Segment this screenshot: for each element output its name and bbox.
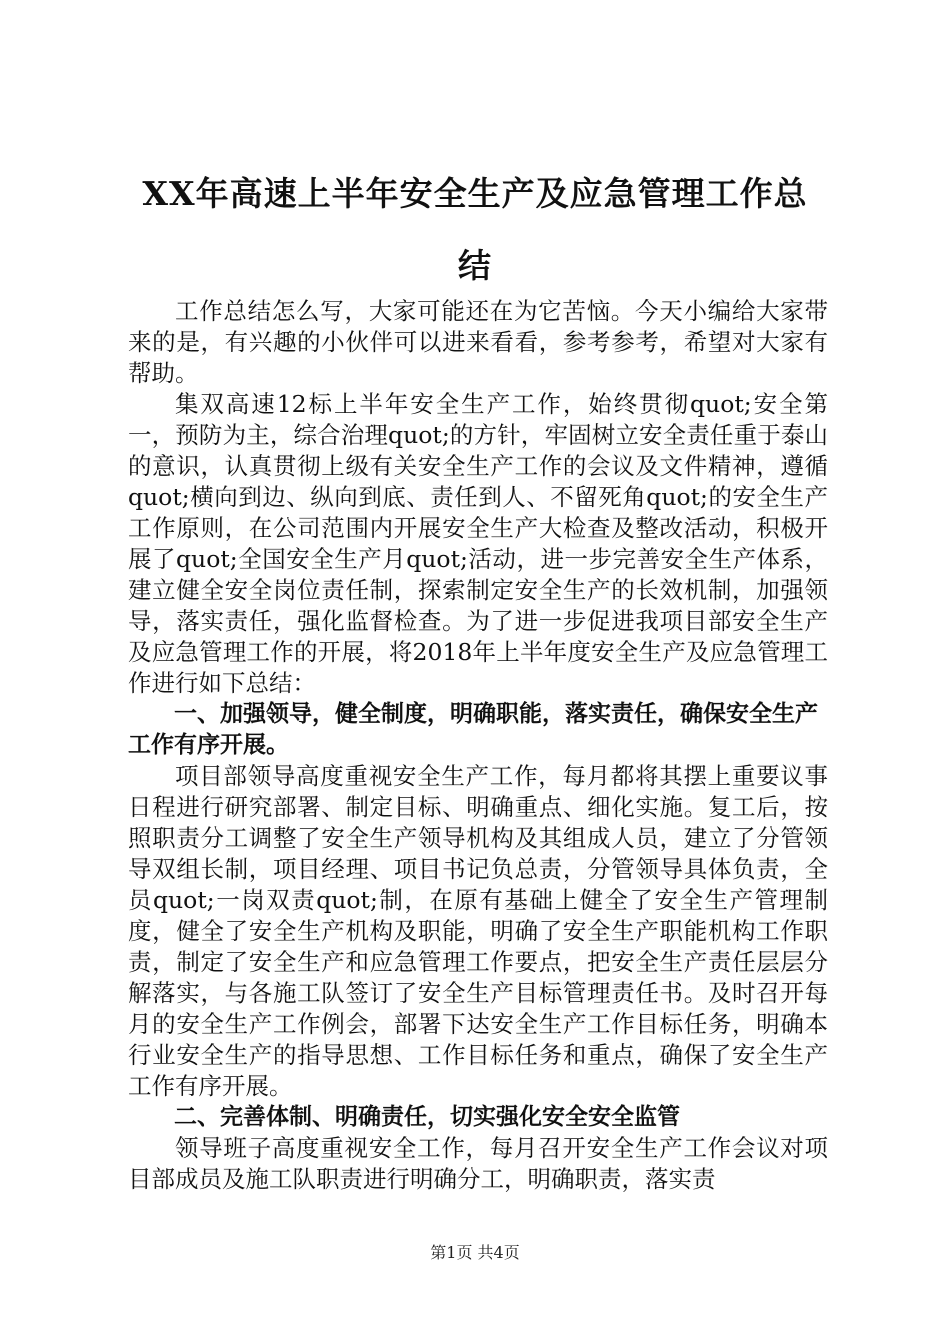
document-title [128, 158, 822, 302]
section-1-paragraph: 项目部领导高度重视安全生产工作，每月都将其摆上重要议事日程进行研究部署、制定目标、明确重点、细化实施。复工后，按照职责分工调整了安全生产领导机构及其组成人员，建立了分管领导双组长制，项目经理、项目书记负总责，分管领导具体负责，全员quot;一岗双责quot;制，在原有基础上健全了安全生产管理制度，健全了安全生产机构及职能，明确了安全生产职能机构工作职责，制定了安全生产和应急管理工作要点，把安全生产责任层层分解落实，与各施工队签订了安全生产目标管理责任书。及时召开每月的安全生产工作例会，部署下达安全生产工作目标任务，明确本行业安全生产的指导思想、工作目标任务和重点，确保了安全生产工作有序开展。 [128, 762, 828, 1100]
section-heading-2: 二、完善体制、明确责任，切实强化安全安全监管 [174, 1104, 680, 1130]
section-heading-1: 一、加强领导，健全制度，明确职能，落实责任，确保安全生产工作有序开展。 [128, 701, 818, 758]
document-body [128, 296, 828, 1195]
section-2-paragraph: 领导班子高度重视安全工作，每月召开安全生产工作会议对项目部成员及施工队职责进行明确分工，明确职责，落实责 [128, 1134, 828, 1193]
document-title-line2: 结 [458, 246, 492, 285]
page-footer: 第1页 共4页 [430, 1243, 520, 1262]
intro-paragraph: 工作总结怎么写，大家可能还在为它苦恼。今天小编给大家带来的是，有兴趣的小伙伴可以进来看看，参考参考，希望对大家有帮助。 [128, 297, 828, 387]
document-title-line1: XX年高速上半年安全生产及应急管理工作总 [142, 174, 808, 213]
summary-paragraph: 集双高速12标上半年安全生产工作，始终贯彻quot;安全第一，预防为主，综合治理quot;的方针，牢固树立安全责任重于泰山的意识，认真贯彻上级有关安全生产工作的会议及文件精神，遵循quot;横向到边、纵向到底、责任到人、不留死角quot;的安全生产工作原则，在公司范围内开展安全生产大检查及整改活动，积极开展了quot;全国安全生产月quot;活动，进一步完善安全生产体系，建立健全安全岗位责任制，探索制定安全生产的长效机制，加强领导，落实责任，强化监督检查。为了进一步促进我项目部安全生产及应急管理工作的开展，将2018年上半年度安全生产及应急管理工作进行如下总结： [128, 390, 828, 697]
